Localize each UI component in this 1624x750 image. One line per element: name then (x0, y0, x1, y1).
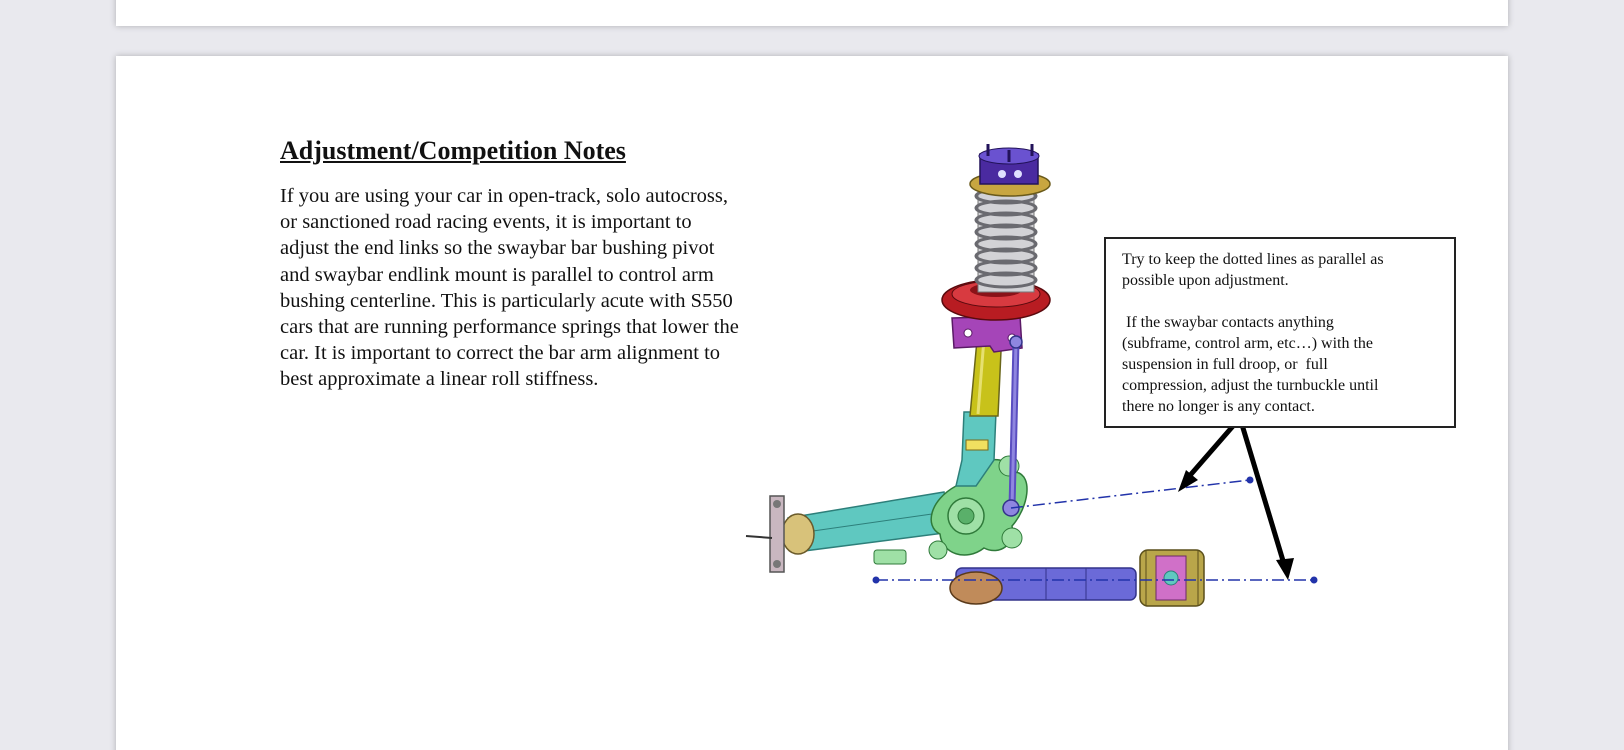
body-line: car. It is important to correct the bar arm alignment to (280, 342, 721, 365)
adjustment-callout (1104, 237, 1456, 428)
callout-line: there no longer is any contact. (1122, 398, 1315, 415)
body-line: and swaybar endlink mount is parallel to control arm (280, 263, 714, 286)
callout-line: (subframe, control arm, etc…) with the (1122, 335, 1374, 352)
section-heading: Adjustment/Competition Notes (280, 136, 626, 165)
callout-paragraph-2 (1122, 312, 1438, 417)
body-line: best approximate a linear roll stiffness. (280, 368, 599, 391)
document-page (116, 56, 1508, 750)
callout-line: suspension in full droop, or full (1122, 356, 1328, 373)
callout-line: possible upon adjustment. (1122, 272, 1289, 289)
top-mount (970, 144, 1050, 196)
coil-spring (976, 188, 1036, 292)
body-line: cars that are running performance springs that lower the (280, 316, 739, 339)
body-line: or sanctioned road racing events, it is important to (280, 211, 692, 234)
callout-line: compression, adjust the turnbuckle until (1122, 377, 1379, 394)
callout-line: Try to keep the dotted lines as parallel as (1122, 251, 1384, 268)
upper-control-arm (746, 492, 952, 572)
callout-spacer (1122, 291, 1438, 312)
callout-line: If the swaybar contacts anything (1122, 314, 1334, 331)
body-line: bushing centerline. This is particularly acute with S550 (280, 289, 733, 312)
previous-page (116, 0, 1508, 26)
lower-control-arm (950, 550, 1204, 606)
body-line: adjust the end links so the swaybar bar bushing pivot (280, 237, 715, 260)
callout-paragraph-1 (1122, 249, 1438, 291)
body-line: If you are using your car in open-track, solo autocross, (280, 185, 729, 207)
